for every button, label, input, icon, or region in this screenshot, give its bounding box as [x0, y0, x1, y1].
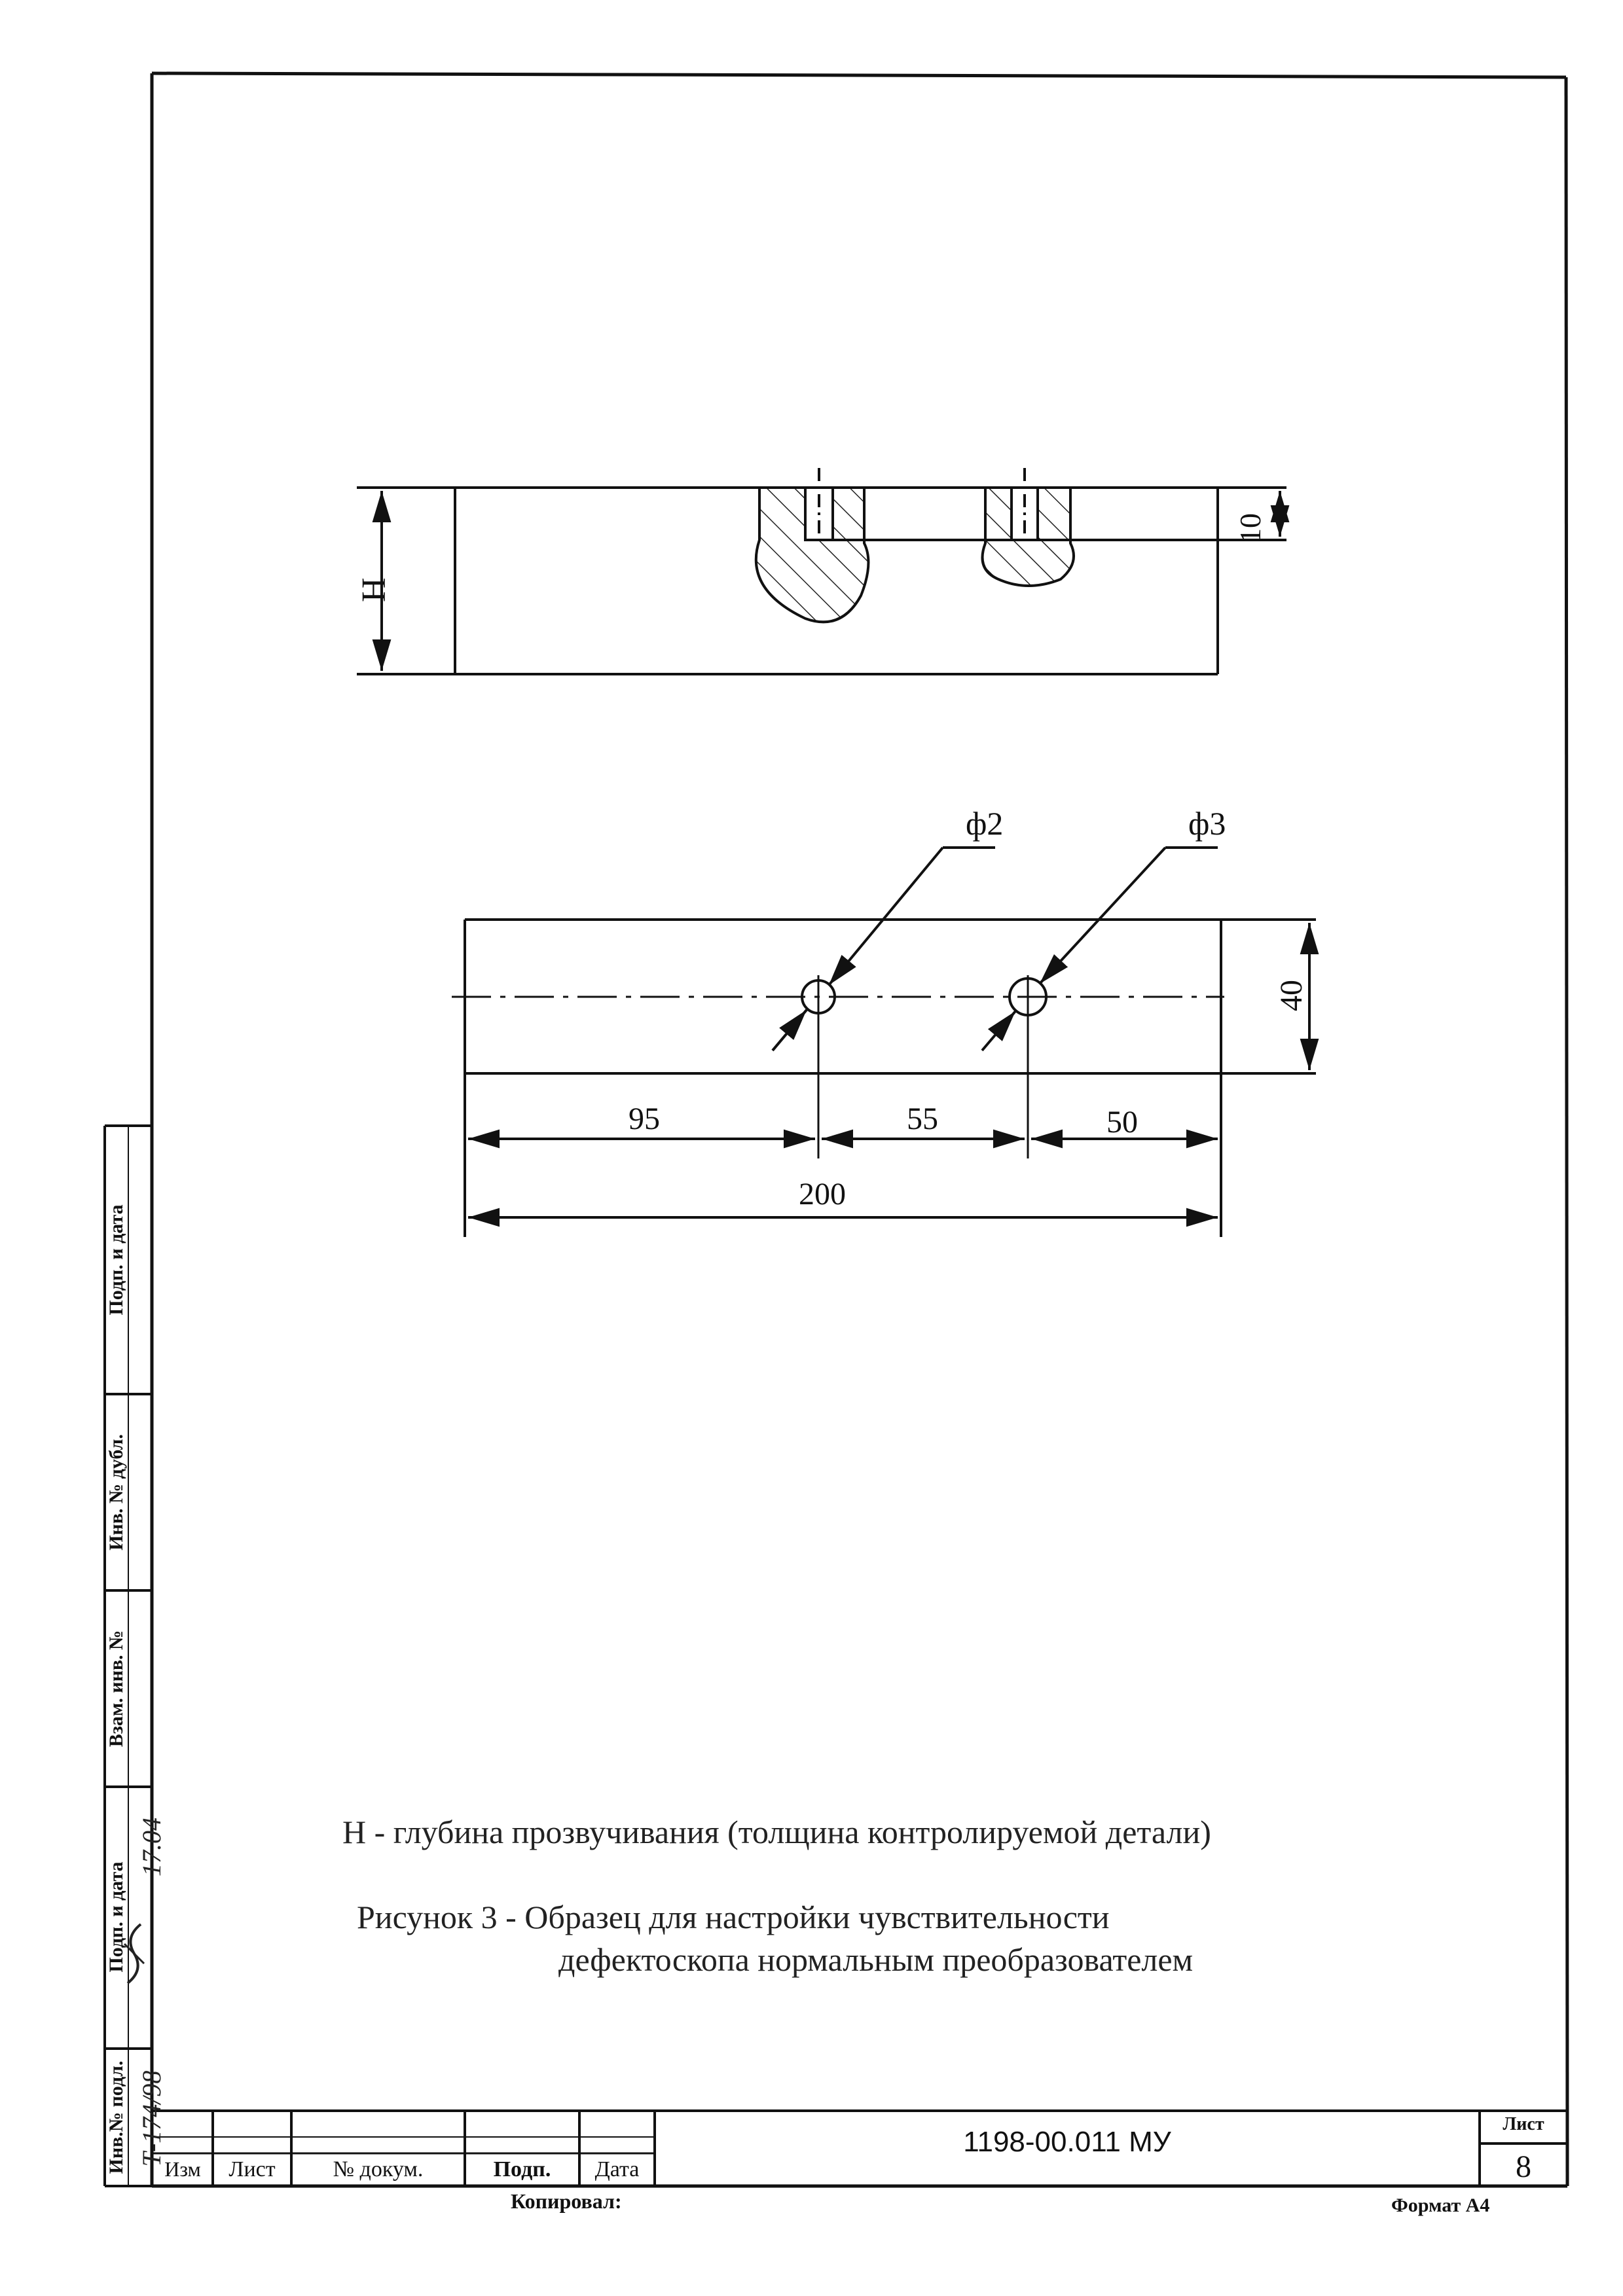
figure-caption-line1: Рисунок 3 - Образец для настройки чувствительности: [357, 1899, 1110, 1935]
figure-caption-line2: дефектоскопа нормальным преобразователем: [558, 1941, 1194, 1978]
depth-dim-label: 10: [1233, 513, 1267, 543]
copied-label: Копировал:: [511, 2189, 622, 2213]
signature-mark: [121, 1918, 147, 1990]
hole1-label: ф2: [966, 805, 1004, 842]
hole2-label: ф3: [1188, 805, 1226, 842]
label-sign-date1: Подп. и дата: [105, 1861, 127, 1973]
section-view: [357, 468, 1286, 674]
note-caption: Н - глубина прозвучивания (толщина контролируемой детали): [342, 1814, 1211, 1850]
page-frame: [152, 73, 1567, 2186]
dim-50: 50: [1106, 1105, 1138, 1139]
sign-value: 17.04: [137, 1818, 166, 1876]
doc-code: 1198-00.011 МУ: [963, 2126, 1171, 2158]
sheet-number: 8: [1516, 2149, 1531, 2184]
dim-200: 200: [799, 1177, 846, 1211]
width-dim-label: 40: [1274, 980, 1309, 1011]
label-inv-dup: Инв. № дубл.: [105, 1434, 127, 1551]
col-change: Изм: [164, 2157, 201, 2181]
dim-95: 95: [629, 1102, 660, 1136]
dim-55: 55: [907, 1102, 938, 1136]
label-sign-date2: Подп. и дата: [105, 1204, 127, 1316]
inv-value: Т-174/98: [137, 2070, 166, 2167]
label-replace-inv: Взам. инв. №: [105, 1630, 127, 1748]
col-date: Дата: [594, 2157, 640, 2181]
col-sheet: Лист: [228, 2157, 276, 2181]
col-sign: Подп.: [493, 2157, 551, 2181]
format-label: Формат А4: [1391, 2195, 1490, 2216]
label-inv-orig: Инв.№ подл.: [105, 2060, 127, 2174]
plan-view: [452, 848, 1316, 1237]
height-label: H: [356, 577, 393, 602]
col-doc-no: № докум.: [333, 2157, 424, 2181]
sheet-header: Лист: [1503, 2114, 1544, 2134]
